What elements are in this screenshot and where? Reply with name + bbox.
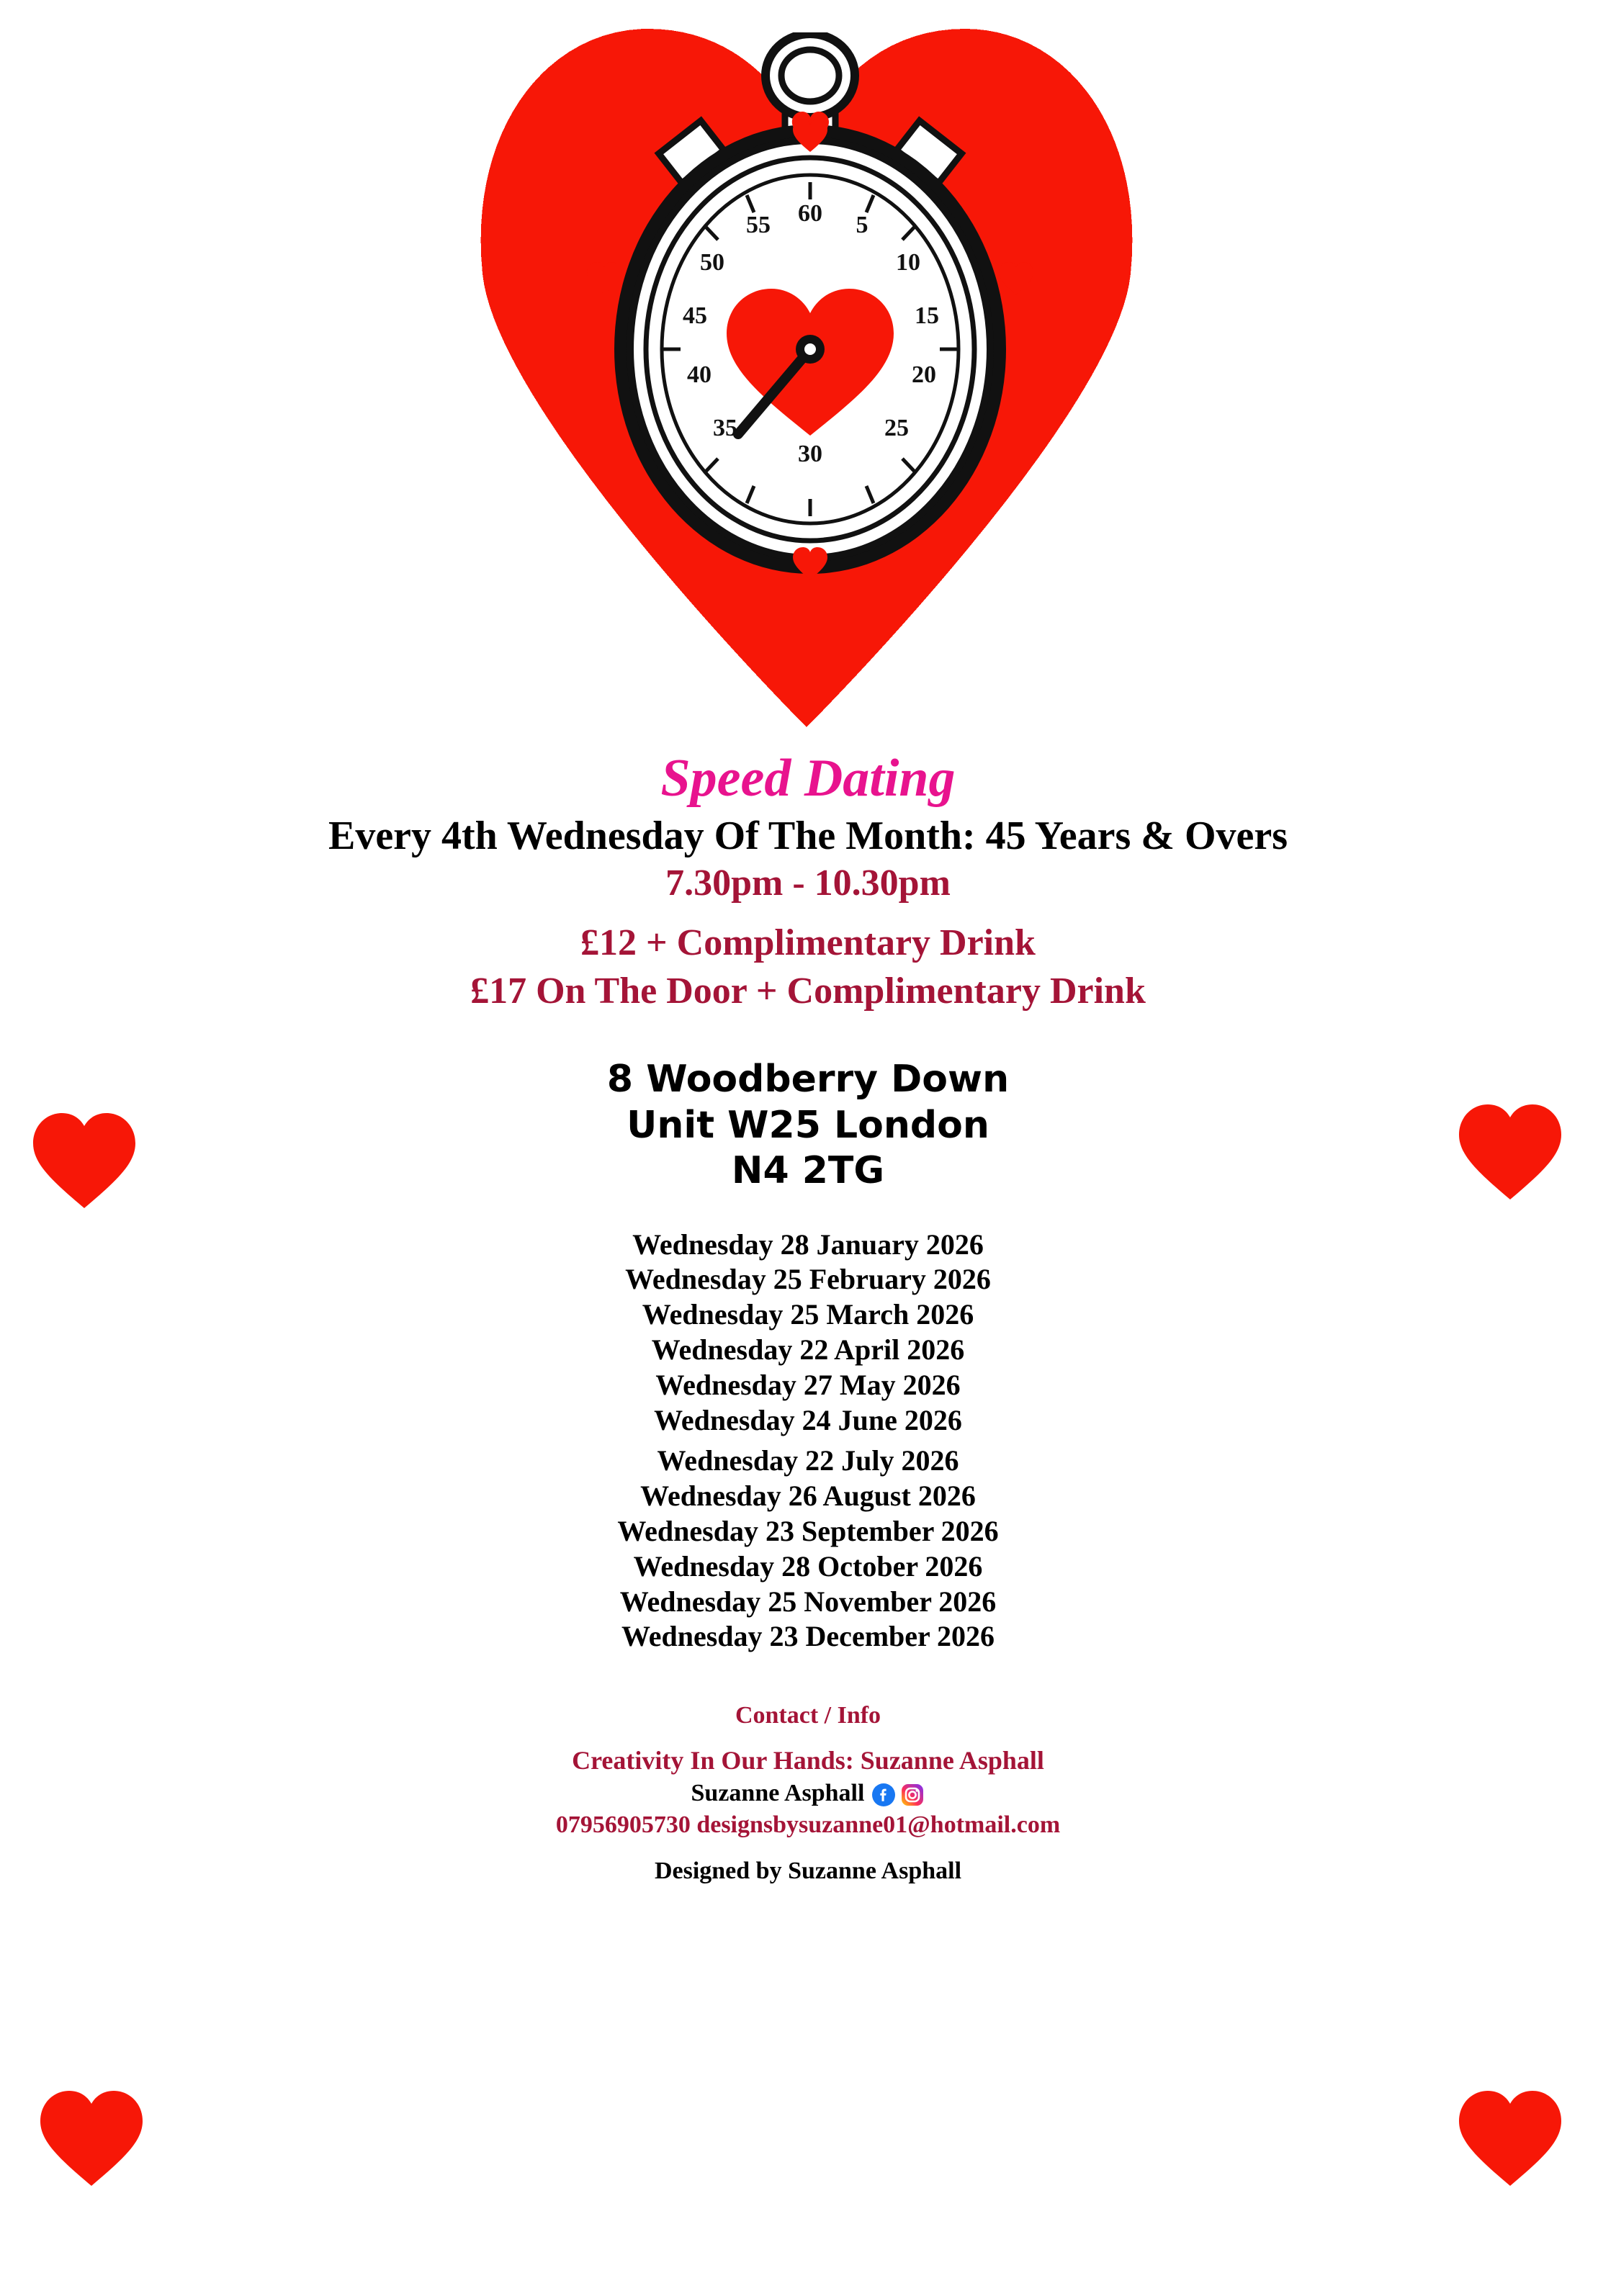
page-title: Speed Dating (660, 749, 956, 808)
list-item: Wednesday 28 January 2026 (632, 1228, 984, 1261)
svg-text:30: 30 (798, 441, 822, 467)
address-line-1: 8 Woodberry Down (606, 1058, 1010, 1102)
list-item: Wednesday 25 March 2026 (642, 1298, 974, 1331)
facebook-icon[interactable] (871, 1783, 896, 1807)
svg-text:60: 60 (798, 200, 822, 227)
list-item: Wednesday 22 April 2026 (651, 1333, 965, 1366)
svg-text:55: 55 (746, 212, 771, 238)
address-line-2: Unit W25 London (627, 1103, 989, 1147)
price-door: £17 On The Door + Complimentary Drink (470, 970, 1146, 1012)
contact-person-name: Suzanne Asphall (691, 1780, 865, 1807)
svg-text:20: 20 (912, 361, 936, 388)
svg-text:50: 50 (700, 249, 724, 276)
list-item: Wednesday 22 July 2026 (657, 1444, 959, 1477)
svg-text:15: 15 (915, 302, 939, 329)
list-item: Wednesday 28 October 2026 (633, 1549, 983, 1583)
address-line-3: N4 2TG (731, 1149, 885, 1193)
contact-section (0, 1702, 1616, 1885)
list-item: Wednesday 23 December 2026 (621, 1620, 995, 1653)
heart-icon (37, 2086, 145, 2187)
svg-text:45: 45 (683, 302, 707, 329)
organisation-name: Creativity In Our Hands: Suzanne Asphall (572, 1746, 1044, 1775)
price-advance: £12 + Complimentary Drink (580, 922, 1036, 964)
event-subtitle: Every 4th Wednesday Of The Month: 45 Years & Overs (328, 813, 1288, 858)
event-date-list (0, 1228, 1616, 1655)
list-item: Wednesday 25 February 2026 (625, 1263, 991, 1296)
list-item: Wednesday 26 August 2026 (640, 1480, 976, 1513)
contact-heading: Contact / Info (735, 1702, 881, 1729)
svg-text:40: 40 (687, 361, 712, 388)
list-item: Wednesday 27 May 2026 (655, 1368, 961, 1401)
instagram-icon[interactable] (900, 1783, 925, 1807)
svg-text:25: 25 (884, 415, 909, 441)
svg-text:5: 5 (856, 212, 868, 238)
designed-by: Designed by Suzanne Asphall (654, 1858, 962, 1885)
venue-address (0, 1057, 1616, 1194)
contact-details[interactable]: 07956905730 designsbysuzanne01@hotmail.com (555, 1811, 1061, 1839)
contact-name-row (0, 1780, 1616, 1807)
list-item: Wednesday 23 September 2026 (617, 1514, 999, 1547)
heart-icon (30, 1109, 138, 1210)
svg-text:10: 10 (896, 249, 920, 276)
stopwatch-icon (558, 32, 1062, 608)
hero-graphic (0, 0, 1616, 742)
svg-text:35: 35 (713, 415, 737, 441)
social-links[interactable] (871, 1783, 925, 1807)
event-time: 7.30pm - 10.30pm (665, 862, 951, 904)
heart-icon (1456, 2086, 1564, 2187)
poster-content (0, 749, 1616, 1885)
list-item: Wednesday 25 November 2026 (619, 1585, 997, 1618)
heart-icon (1456, 1100, 1564, 1201)
list-item: Wednesday 24 June 2026 (654, 1403, 962, 1436)
